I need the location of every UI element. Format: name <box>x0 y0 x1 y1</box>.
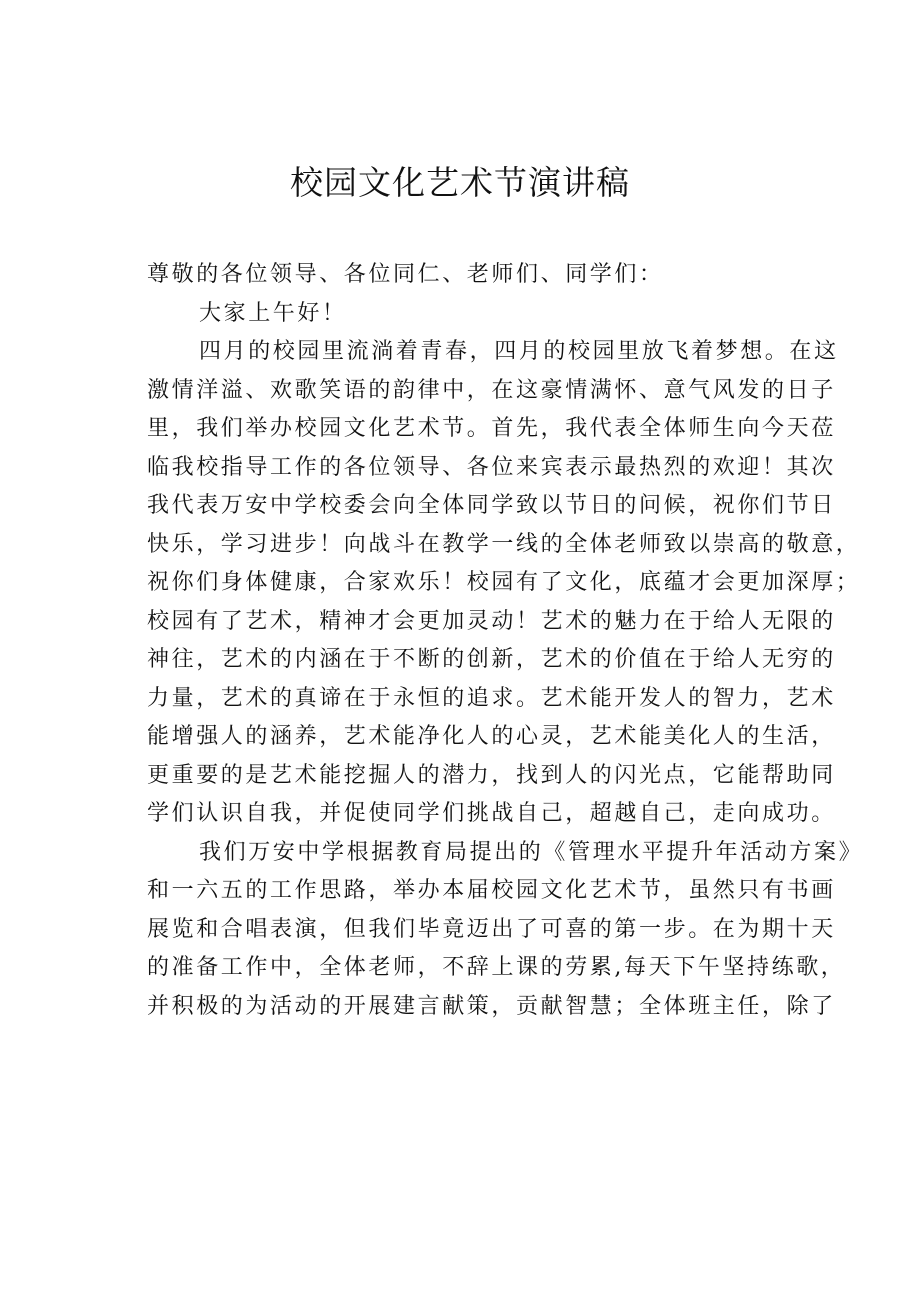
paragraph-line: 激情洋溢、欢歌笑语的韵律中，在这豪情满怀、意气风发的日子 <box>147 377 836 403</box>
paragraph-line: 力量，艺术的真谛在于永恒的追求。艺术能开发人的智力，艺术 <box>147 685 836 711</box>
paragraph-line: 快乐，学习进步！向战斗在教学一线的全体老师致以崇高的敬意， <box>147 531 861 557</box>
paragraph-line: 我们万安中学根据教育局提出的《管理水平提升年活动方案》 <box>199 839 864 865</box>
paragraph-line: 神往，艺术的内涵在于不断的创新，艺术的价值在于给人无穷的 <box>147 647 836 672</box>
paragraph-line: 校园有了艺术，精神才会更加灵动！艺术的魅力在于给人无限的 <box>147 608 836 634</box>
paragraph-line: 祝你们身体健康，合家欢乐！校园有了文化，底蕴才会更加深厚； <box>147 570 861 595</box>
salutation-line: 尊敬的各位领导、各位同仁、老师们、同学们： <box>147 262 664 287</box>
paragraph-line: 更重要的是艺术能挖掘人的潜力，找到人的闪光点，它能帮助同 <box>147 762 836 788</box>
paragraph-line: 四月的校园里流淌着青春，四月的校园里放飞着梦想。在这 <box>199 339 839 364</box>
paragraph-line: 并积极的为活动的开展建言献策，贡献智慧；全体班主任，除了 <box>147 993 836 1019</box>
paragraph-line: 学们认识自我，并促使同学们挑战自己，超越自己，走向成功。 <box>147 801 836 826</box>
document-title: 校园文化艺术节演讲稿 <box>290 163 630 202</box>
paragraph-line: 和一六五的工作思路，举办本届校园文化艺术节，虽然只有书画 <box>147 878 836 903</box>
paragraph-line: 里，我们举办校园文化艺术节。首先，我代表全体师生向今天莅 <box>147 416 836 441</box>
paragraph-line: 展览和合唱表演，但我们毕竟迈出了可喜的第一步。在为期十天 <box>147 916 836 942</box>
paragraph-line: 能增强人的涵养，艺术能净化人的心灵，艺术能美化人的生活， <box>147 724 836 749</box>
speech-body <box>147 256 864 1026</box>
paragraph-line: 的准备工作中，全体老师，不辞上课的劳累,每天下午坚持练歌， <box>147 955 846 980</box>
greeting-line: 大家上午好！ <box>199 300 347 326</box>
paragraph-line: 临我校指导工作的各位领导、各位来宾表示最热烈的欢迎！其次 <box>147 454 836 480</box>
paragraph-line: 我代表万安中学校委会向全体同学致以节日的问候，祝你们节日 <box>147 493 836 518</box>
